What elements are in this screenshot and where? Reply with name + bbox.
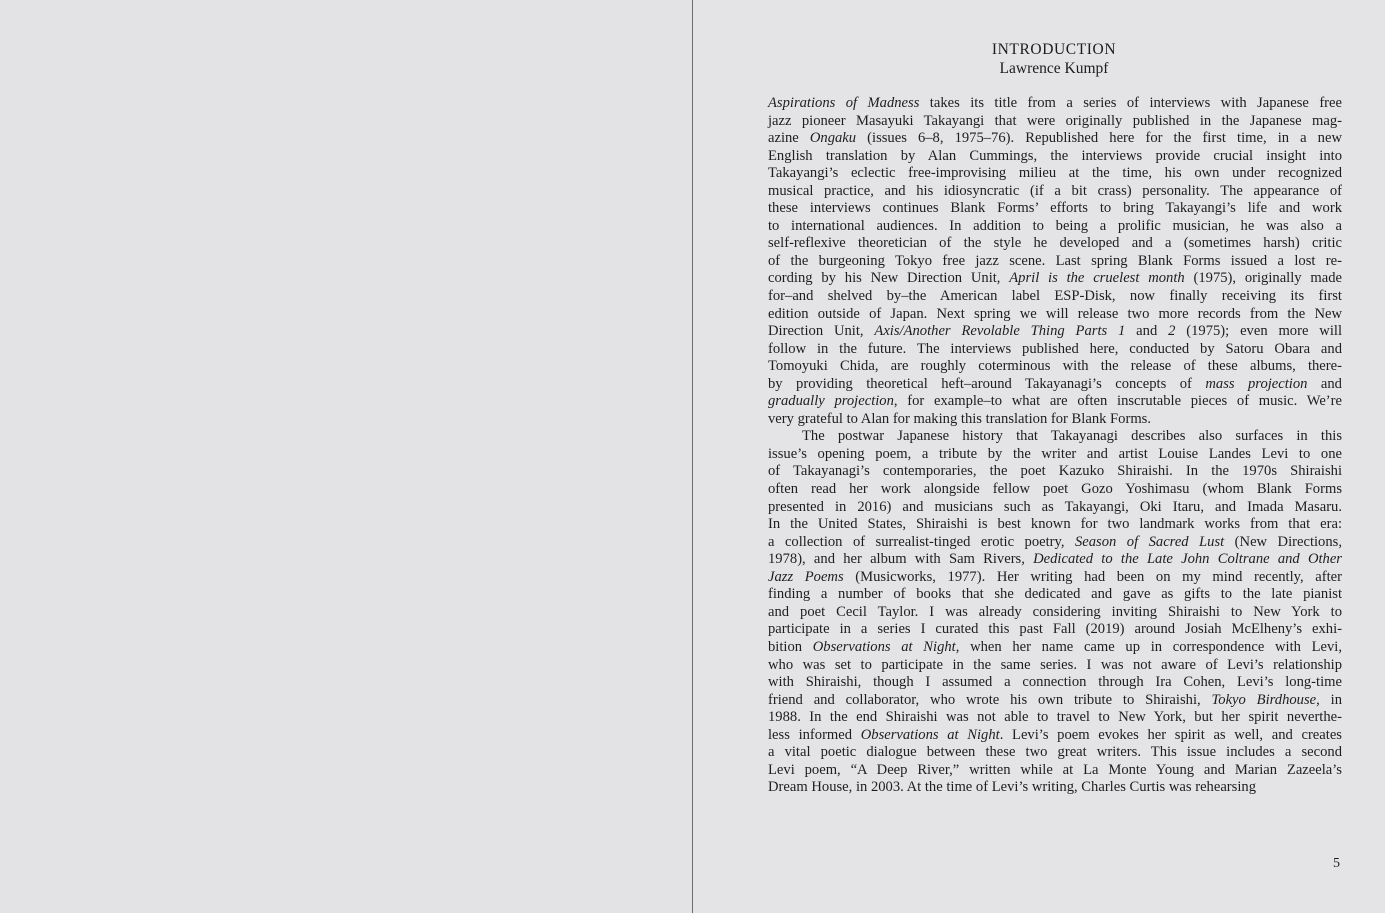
left-page-blank bbox=[0, 0, 692, 913]
italic-title-text: gradually projection bbox=[768, 393, 894, 410]
italic-title-text: Observations at Night bbox=[860, 726, 1000, 743]
text-run: for–and shelved by–the American label ESP-Disk, now finally receiving its first bbox=[768, 288, 1342, 305]
text-line bbox=[768, 270, 1342, 288]
text-run: less informed bbox=[768, 726, 861, 743]
italic-title-text: Axis/Another Revolable Thing Parts 1 bbox=[874, 323, 1126, 340]
text-run: jazz pioneer Masayuki Takayangi that were originally published in the Japanese mag- bbox=[768, 112, 1342, 129]
text-line bbox=[768, 148, 1342, 166]
text-run: (Musicworks, 1977). Her writing had been on my mind recently, after bbox=[843, 568, 1342, 585]
text-line bbox=[768, 551, 1342, 569]
text-line bbox=[768, 253, 1342, 271]
text-line bbox=[768, 323, 1342, 341]
article-heading bbox=[693, 41, 1385, 78]
text-line bbox=[768, 306, 1342, 324]
italic-title-text: Dedicated to the Late John Coltrane and Other bbox=[1033, 551, 1342, 568]
text-run: participate in a series I curated this past Fall (2019) around Josiah McElheny’s exhi- bbox=[768, 621, 1342, 638]
text-run: azine bbox=[768, 130, 810, 147]
text-run: by providing theoretical heft–around Takayanagi’s concepts of bbox=[768, 375, 1206, 392]
italic-title-text: Ongaku bbox=[809, 130, 857, 147]
text-line bbox=[768, 113, 1342, 131]
text-line bbox=[768, 341, 1342, 359]
text-run: friend and collaborator, who wrote his own tribute to Shiraishi, bbox=[768, 691, 1212, 708]
text-run: Levi poem, “A Deep River,” written while at La Monte Young and Marian Zazeela’s bbox=[768, 761, 1342, 778]
text-run: takes its title from a series of interviews with Japanese free bbox=[919, 95, 1342, 111]
article-author: Lawrence Kumpf bbox=[999, 60, 1109, 77]
italic-title-text: 2 bbox=[1168, 323, 1176, 340]
text-line bbox=[768, 428, 1342, 446]
text-line bbox=[768, 674, 1342, 692]
text-line bbox=[768, 165, 1342, 183]
text-line bbox=[768, 463, 1342, 481]
text-line bbox=[768, 288, 1342, 306]
text-run: Tomoyuki Chida, are roughly coterminous with the release of these albums, there- bbox=[768, 358, 1342, 375]
text-line bbox=[768, 534, 1342, 552]
text-line bbox=[768, 358, 1342, 376]
text-line bbox=[768, 411, 1342, 429]
text-run: finding a number of books that she dedicated and gave as gifts to the late pianist bbox=[768, 586, 1342, 603]
text-run: , in bbox=[1316, 691, 1342, 708]
text-line bbox=[768, 235, 1342, 253]
text-run: (New Directions, bbox=[1224, 533, 1342, 550]
text-line bbox=[768, 200, 1342, 218]
text-run: cording by his New Direction Unit, bbox=[768, 270, 1010, 287]
page-number: 5 bbox=[1333, 856, 1340, 871]
text-run: follow in the future. The interviews published here, conducted by Satoru Obara and bbox=[768, 340, 1342, 357]
text-run: who was set to participate in the same series. I was not aware of Levi’s relationship bbox=[768, 656, 1342, 673]
text-run: In the United States, Shiraishi is best known for two landmark works from that era: bbox=[768, 516, 1342, 533]
italic-title-text: Aspirations of Madness bbox=[768, 95, 920, 111]
italic-title-text: Observations at Night bbox=[812, 638, 956, 655]
text-run: a collection of surrealist-tinged erotic poetry, bbox=[768, 533, 1075, 550]
text-run: and bbox=[1307, 375, 1342, 392]
text-run: Direction Unit, bbox=[768, 323, 875, 340]
text-line bbox=[768, 218, 1342, 236]
text-line bbox=[768, 639, 1342, 657]
text-line bbox=[768, 481, 1342, 499]
text-run: a vital poetic dialogue between these two great writers. This issue includes a second bbox=[768, 744, 1342, 761]
text-run: edition outside of Japan. Next spring we will release two more records from the New bbox=[768, 305, 1342, 322]
text-line bbox=[768, 692, 1342, 710]
text-line bbox=[768, 779, 1342, 797]
article-title: INTRODUCTION bbox=[991, 41, 1117, 58]
text-line bbox=[768, 446, 1342, 464]
article-body bbox=[768, 95, 1342, 797]
text-line bbox=[768, 130, 1342, 148]
text-run: (1975); even more will bbox=[1175, 323, 1342, 340]
text-run: musical practice, and his idiosyncratic (if a bit crass) personality. The appearance of bbox=[768, 182, 1342, 199]
text-run: Dream House, in 2003. At the time of Levi’s writing, Charles Curtis was rehearsing bbox=[768, 779, 1256, 796]
italic-title-text: April is the cruelest month bbox=[1009, 270, 1185, 287]
text-run: The postwar Japanese history that Takayanagi describes also surfaces in this bbox=[802, 428, 1342, 445]
italic-title-text: Season of Sacred Lust bbox=[1074, 533, 1225, 550]
text-run: and bbox=[1125, 323, 1169, 340]
text-run: self-reflexive theoretician of the style he developed and a (sometimes harsh) critic bbox=[768, 235, 1342, 252]
text-line bbox=[768, 621, 1342, 639]
text-run: . Levi’s poem evokes her spirit as well, and creates bbox=[999, 726, 1342, 743]
italic-title-text: Tokyo Birdhouse bbox=[1211, 691, 1317, 708]
text-line bbox=[768, 516, 1342, 534]
text-line bbox=[768, 376, 1342, 394]
text-run: English translation by Alan Cummings, the interviews provide crucial insight into bbox=[768, 147, 1342, 164]
text-line bbox=[768, 657, 1342, 675]
text-line bbox=[768, 604, 1342, 622]
text-run: these interviews continues Blank Forms’ efforts to bring Takayangi’s life and work bbox=[768, 200, 1342, 217]
text-run: 1988. In the end Shiraishi was not able to travel to New York, but her spirit neverthe- bbox=[768, 709, 1342, 726]
text-run: of Takayanagi’s contemporaries, the poet Kazuko Shiraishi. In the 1970s Shiraishi bbox=[768, 463, 1342, 480]
text-line bbox=[768, 183, 1342, 201]
text-line bbox=[768, 569, 1342, 587]
text-run: to international audiences. In addition to being a prolific musician, he was also a bbox=[768, 217, 1342, 234]
text-line bbox=[768, 762, 1342, 780]
text-run: (1975), originally made bbox=[1184, 270, 1342, 287]
text-run: and poet Cecil Taylor. I was already considering inviting Shiraishi to New York to bbox=[768, 603, 1342, 620]
italic-title-text: Jazz Poems bbox=[768, 568, 844, 585]
text-run: Takayangi’s eclectic free-improvising milieu at the time, his own under recognized bbox=[768, 165, 1342, 182]
text-run: 1978), and her album with Sam Rivers, bbox=[768, 551, 1034, 568]
text-run: bition bbox=[768, 638, 813, 655]
text-line bbox=[768, 744, 1342, 762]
text-run: of the burgeoning Tokyo free jazz scene. Last spring Blank Forms issued a lost re- bbox=[768, 252, 1342, 269]
text-line bbox=[768, 586, 1342, 604]
text-line bbox=[768, 95, 1342, 113]
text-run: very grateful to Alan for making this translation for Blank Forms. bbox=[768, 410, 1152, 427]
text-line bbox=[768, 393, 1342, 411]
italic-title-text: mass projection bbox=[1205, 375, 1308, 392]
text-run: often read her work alongside fellow poet Gozo Yoshimasu (whom Blank Forms bbox=[768, 481, 1342, 498]
text-line bbox=[768, 727, 1342, 745]
text-run: , when her name came up in correspondence with Levi, bbox=[955, 638, 1343, 655]
text-line bbox=[768, 709, 1342, 727]
text-line bbox=[768, 499, 1342, 517]
text-run: with Shiraishi, though I assumed a connection through Ira Cohen, Levi’s long-time bbox=[768, 674, 1342, 691]
text-run: , for example–to what are often inscrutable pieces of music. We’re bbox=[893, 393, 1342, 410]
right-page bbox=[693, 0, 1385, 913]
text-run: presented in 2016) and musicians such as Takayangi, Oki Itaru, and Imada Masaru. bbox=[768, 498, 1342, 515]
text-run: (issues 6–8, 1975–76). Republished here for the first time, in a new bbox=[856, 130, 1342, 147]
text-run: issue’s opening poem, a tribute by the writer and artist Louise Landes Levi to one bbox=[768, 445, 1342, 462]
